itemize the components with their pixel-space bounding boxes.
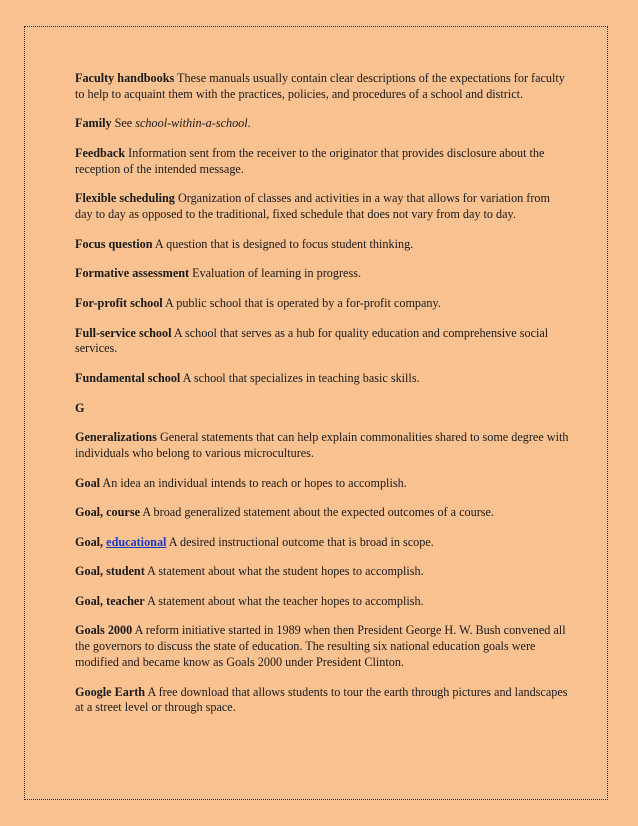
cross-reference: school-within-a-school: [135, 116, 248, 131]
glossary-entry: [75, 371, 570, 387]
glossary-entry: [75, 146, 570, 178]
glossary-definition: A free download that allows students to tour the earth through pictures and landscapes at a street level or through space.: [75, 684, 568, 715]
glossary-entry: [75, 296, 570, 312]
section-letter: G: [75, 400, 85, 415]
glossary-definition: A broad generalized statement about the expected outcomes of a course.: [140, 505, 494, 520]
glossary-term: Goal, student: [75, 564, 145, 579]
glossary-term: Fundamental school: [75, 370, 181, 385]
glossary-entry: [75, 685, 570, 717]
glossary-definition-end: .: [247, 116, 251, 131]
glossary-definition: A school that specializes in teaching basic skills.: [180, 370, 420, 385]
glossary-definition: A public school that is operated by a for-profit company.: [162, 295, 441, 310]
glossary-term: Goals 2000: [75, 623, 133, 638]
glossary-definition: A desired instructional outcome that is broad in scope.: [166, 534, 434, 549]
educational-link[interactable]: educational: [106, 534, 167, 549]
glossary-definition: An idea an individual intends to reach or hopes to accomplish.: [100, 475, 407, 490]
glossary-definition: These manuals usually contain clear descriptions of the expectations for faculty to help to acquaint them with the practices, policies, and procedures of a school and district.: [75, 71, 565, 101]
glossary-term: Google Earth: [75, 684, 146, 699]
glossary-content: [75, 71, 570, 730]
glossary-definition: A statement about what the teacher hopes to accomplish.: [144, 593, 424, 608]
glossary-term: Goal, teacher: [75, 593, 145, 608]
glossary-term: Full-service school: [75, 325, 172, 340]
glossary-term: Goal,: [75, 534, 107, 549]
glossary-definition: See: [111, 116, 136, 131]
glossary-entry: [75, 191, 570, 223]
glossary-entry: [75, 564, 570, 580]
glossary-definition: A school that serves as a hub for quality education and comprehensive social services.: [75, 325, 549, 356]
glossary-entry: [75, 116, 570, 132]
glossary-term: Flexible scheduling: [75, 191, 175, 206]
glossary-definition: Organization of classes and activities in a way that allows for variation from day to day as opposed to the traditional, fixed schedule that does not vary from day to day.: [75, 191, 550, 222]
glossary-term: Faculty handbooks: [75, 71, 175, 85]
glossary-entry: [75, 71, 570, 103]
glossary-entry: [75, 266, 570, 282]
glossary-definition: General statements that can help explain commonalities shared to some degree with individuals who belong to various microcultures.: [75, 430, 569, 460]
glossary-term: Family: [75, 116, 112, 131]
glossary-entry: [75, 623, 570, 670]
glossary-term: Generalizations: [75, 430, 157, 445]
glossary-entry: [75, 535, 570, 551]
glossary-entry: [75, 326, 570, 358]
glossary-definition: A reform initiative started in 1989 when then President George H. W. Bush convened all the governors to discuss the state of education. The resulting six national education goals were modified and became know as Goals 2000 under President Clinton.: [75, 623, 566, 670]
glossary-entry: [75, 476, 570, 492]
glossary-term: Focus question: [75, 236, 153, 251]
glossary-entry: [75, 594, 570, 610]
glossary-definition: Evaluation of learning in progress.: [189, 266, 361, 281]
glossary-definition: Information sent from the receiver to the originator that provides disclosure about the reception of the intended message.: [75, 145, 545, 176]
glossary-term: Goal: [75, 475, 101, 490]
glossary-term: Goal, course: [75, 505, 140, 520]
glossary-entry: [75, 237, 570, 253]
glossary-term: Formative assessment: [75, 266, 190, 281]
glossary-entry: [75, 505, 570, 521]
glossary-definition: A question that is designed to focus student thinking.: [152, 236, 414, 251]
glossary-definition: A statement about what the student hopes to accomplish.: [144, 564, 424, 579]
glossary-term: For-profit school: [75, 295, 163, 310]
glossary-entry: [75, 430, 570, 462]
glossary-term: Feedback: [75, 145, 126, 160]
